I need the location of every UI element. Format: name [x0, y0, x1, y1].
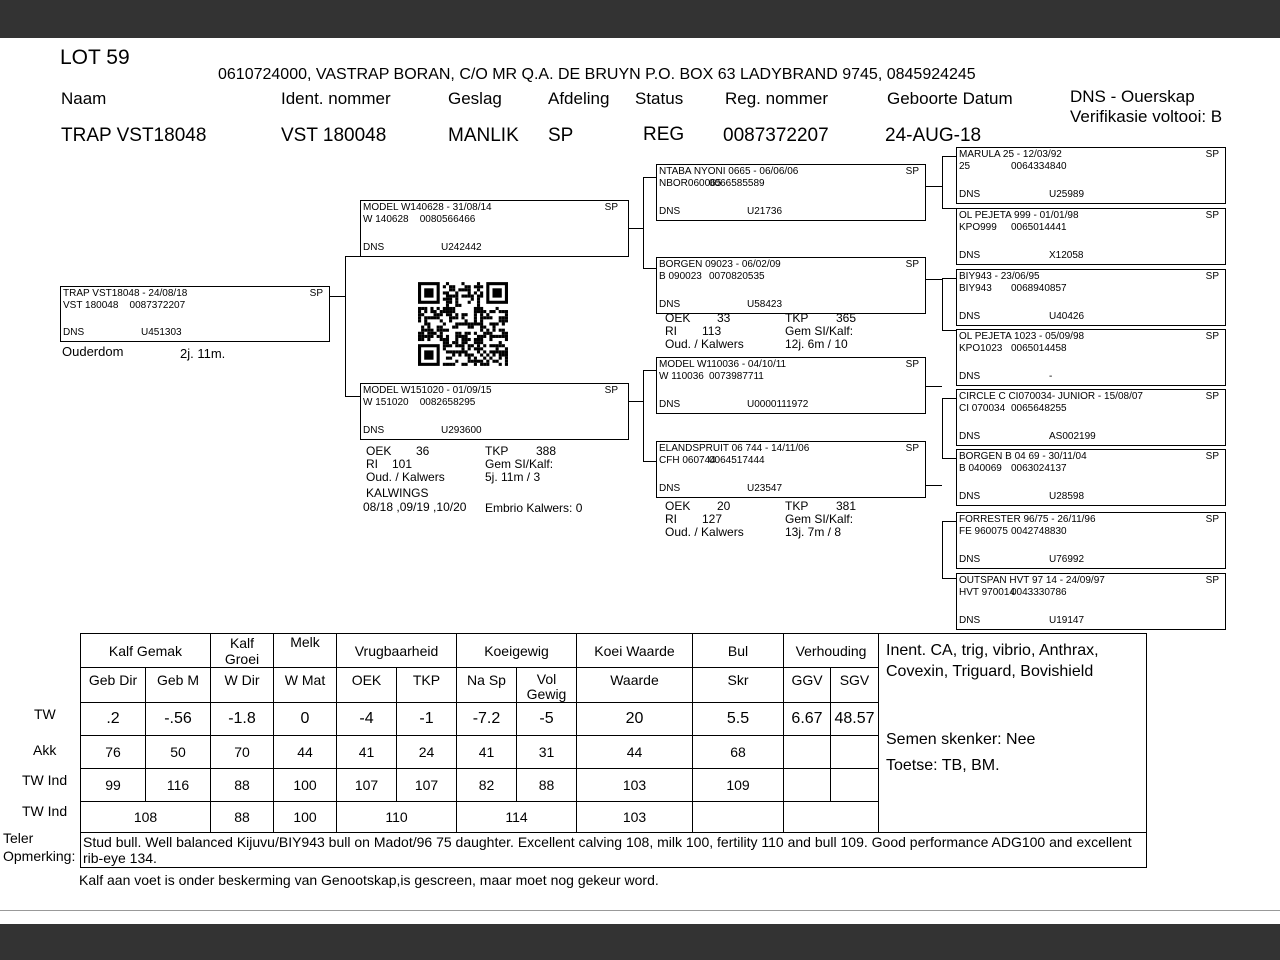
cell [831, 736, 879, 769]
ggp-code: U28598 [1049, 491, 1085, 502]
breeder-label: Teler [3, 830, 34, 846]
label-naam: Naam [61, 89, 107, 108]
connector [942, 156, 943, 208]
dam-box [360, 383, 629, 440]
column-header: OEK [337, 668, 397, 703]
ggp-id: HVT 970014 0043330786 [959, 587, 1067, 598]
footer-note: Kalf aan voet is onder beskerming van Genootskap,is gescreen, maar moet nog gekeur word. [79, 872, 659, 888]
connector [942, 458, 956, 459]
ggp-dns: DNS [959, 250, 981, 261]
connector [942, 578, 956, 579]
ggp-box [956, 269, 1226, 326]
cell: -7.2 [457, 703, 517, 736]
gp-code: U0000111972 [747, 399, 809, 410]
cell: 44 [274, 736, 337, 769]
notes-panel [878, 633, 1147, 833]
cell: 41 [457, 736, 517, 769]
cell: 88 [211, 802, 274, 833]
gp-sp: SP [905, 259, 919, 270]
ggp-box [956, 208, 1226, 265]
cell: 50 [146, 736, 211, 769]
divider [0, 910, 1280, 911]
cell: 107 [337, 769, 397, 802]
cell: 6.67 [784, 703, 831, 736]
gp-id: CFH 060744 0064517444 [659, 455, 765, 466]
cell: -5 [517, 703, 577, 736]
owner-info: 0610724000, VASTRAP BORAN, C/O MR Q.A. DE BRUYN P.O. BOX 63 LADYBRAND 9745, 0845924245 [218, 66, 976, 83]
group-header: Vrugbaarheid [337, 634, 457, 668]
ggp-title: FORRESTER 96/75 - 26/11/96 [959, 514, 1096, 525]
cell [784, 802, 879, 833]
ggp-code: X12058 [1049, 250, 1084, 261]
label-geboorte: Geboorte Datum [887, 89, 1013, 108]
lot-number: LOT 59 [60, 46, 130, 69]
column-header: Geb Dir [81, 668, 146, 703]
column-header: GGV [784, 668, 831, 703]
ggp-title: MARULA 25 - 12/03/92 [959, 149, 1062, 160]
value-reg: 0087372207 [723, 125, 829, 146]
cell [784, 769, 831, 802]
bottom-bar [0, 924, 1280, 960]
gp-dns: DNS [659, 206, 681, 217]
ggp-id: KPO1023 0065014458 [959, 343, 1067, 354]
connector [643, 370, 656, 371]
gp-box [656, 441, 926, 498]
cell: 100 [274, 802, 337, 833]
gp-id: W 110036 0073987711 [659, 371, 764, 382]
cell: -1 [397, 703, 457, 736]
column-header: Waarde [577, 668, 693, 703]
cell: 110 [337, 802, 457, 833]
ggp-box [956, 512, 1226, 569]
age-label: Ouderdom [62, 344, 124, 359]
top-bar [0, 0, 1280, 38]
animal-box [60, 286, 330, 342]
ggp-sp: SP [1205, 210, 1219, 221]
ggp-id: 25 0064334840 [959, 161, 1067, 172]
ggp-sp: SP [1205, 514, 1219, 525]
gp-box [656, 257, 926, 314]
cell: 109 [693, 769, 784, 802]
remark-text: Stud bull. Well balanced Kijuvu/BIY943 bull on Madot/96 75 daughter. Excellent calving 108, milk 100, fertility 110 and bull 109. Good performance ADG100 and excellent rib-eye 134. [80, 832, 1147, 868]
connector [926, 186, 942, 187]
connector [942, 278, 943, 330]
column-header: Skr [693, 668, 784, 703]
cell: 99 [81, 769, 146, 802]
cell: 76 [81, 736, 146, 769]
ggp-dns: DNS [959, 615, 981, 626]
connector [942, 398, 943, 458]
connector [926, 485, 942, 486]
gp-title: MODEL W110036 - 04/10/11 [659, 359, 787, 370]
connector [643, 461, 656, 462]
cell: 103 [577, 769, 693, 802]
connector [345, 256, 346, 396]
ggp-code: AS002199 [1049, 431, 1096, 442]
label-status: Status [635, 89, 684, 108]
cell: 116 [146, 769, 211, 802]
gp-box [656, 164, 926, 221]
column-header: Vol Gewig [517, 668, 577, 703]
gp-sp: SP [905, 166, 919, 177]
gp-dns: DNS [659, 399, 681, 410]
cell: 41 [337, 736, 397, 769]
group-header: Melk [274, 634, 337, 668]
ggp-box [956, 389, 1226, 446]
connector [643, 370, 644, 461]
group-header: Kalf Gemak [81, 634, 211, 668]
connector [345, 396, 360, 397]
group-header: Verhouding [784, 634, 879, 668]
tests: Toetse: TB, BM. [886, 757, 1000, 774]
cell: 108 [81, 802, 211, 833]
connector [926, 279, 942, 280]
age-value: 2j. 11m. [180, 346, 226, 361]
ggp-id: B 040069 0063024137 [959, 463, 1067, 474]
gp-code: U23547 [747, 483, 783, 494]
ggp-box [956, 449, 1226, 506]
ggp-box [956, 573, 1226, 630]
row-label: TW [34, 706, 56, 722]
connector [629, 401, 643, 402]
dam-sp: SP [604, 385, 618, 396]
connector [942, 521, 943, 578]
cell: 70 [211, 736, 274, 769]
ggp-id: FE 960075 0042748830 [959, 526, 1067, 537]
gp-dns: DNS [659, 299, 681, 310]
gp-code: U21736 [747, 206, 783, 217]
ggp-box [956, 329, 1226, 386]
ggp-code: U25989 [1049, 189, 1085, 200]
gp-id: B 090023 0070820535 [659, 271, 765, 282]
column-header: W Mat [274, 668, 337, 703]
cell: -.56 [146, 703, 211, 736]
ggp-dns: DNS [959, 189, 981, 200]
connector [942, 330, 956, 331]
animal-sp: SP [309, 288, 323, 299]
ggp-dns: DNS [959, 554, 981, 565]
connector [330, 296, 345, 297]
ggp-code: U19147 [1049, 615, 1085, 626]
cell: -1.8 [211, 703, 274, 736]
ggp-sp: SP [1205, 575, 1219, 586]
ggp-title: OL PEJETA 999 - 01/01/98 [959, 210, 1079, 221]
cell: 107 [397, 769, 457, 802]
gp-box [656, 357, 926, 414]
dam-id: W 151020 0082658295 [363, 397, 476, 408]
connector [942, 398, 956, 399]
grandparent-4-stats: OEK 20 RI 127 Oud. / Kalwers TKP 381 Gem SI/Kalf: 13j. 7m / 8 [665, 499, 857, 539]
connector [345, 256, 360, 257]
ggp-sp: SP [1205, 391, 1219, 402]
cell: 24 [397, 736, 457, 769]
ggp-sp: SP [1205, 271, 1219, 282]
ggp-code: U40426 [1049, 311, 1085, 322]
ggp-dns: DNS [959, 371, 981, 382]
sire-id: W 140628 0080566466 [363, 214, 476, 225]
connector [643, 177, 656, 178]
connector [643, 268, 656, 269]
column-header: W Dir [211, 668, 274, 703]
animal-dns: DNS [63, 327, 85, 338]
column-header: SGV [831, 668, 879, 703]
ggp-dns: DNS [959, 311, 981, 322]
connector [942, 521, 956, 522]
label-afdeling: Afdeling [548, 89, 610, 108]
cell: 68 [693, 736, 784, 769]
label-geslag: Geslag [448, 89, 502, 108]
sire-sp: SP [604, 202, 618, 213]
value-ident: VST 180048 [281, 125, 387, 146]
gp-title: NTABA NYONI 0665 - 06/06/06 [659, 166, 799, 177]
gp-dns: DNS [659, 483, 681, 494]
row-label: TW Ind [22, 772, 68, 788]
group-header: Koeigewig [457, 634, 577, 668]
group-header: Bul [693, 634, 784, 668]
remark-label: Opmerking: [3, 848, 76, 864]
animal-code: U451303 [141, 327, 182, 338]
connector [629, 228, 643, 229]
row-label: Akk [33, 742, 57, 758]
value-naam: TRAP VST18048 [61, 125, 207, 146]
cell: 88 [517, 769, 577, 802]
cell: 20 [577, 703, 693, 736]
connector [942, 278, 956, 279]
group-header: Kalf Groei [211, 634, 274, 668]
cell: 5.5 [693, 703, 784, 736]
column-header: Geb M [146, 668, 211, 703]
ggp-title: OL PEJETA 1023 - 05/09/98 [959, 331, 1085, 342]
ggp-title: BORGEN B 04 69 - 30/11/04 [959, 451, 1087, 462]
calving-dates: 08/18 ,09/19 ,10/20 [363, 500, 467, 514]
ggp-dns: DNS [959, 431, 981, 442]
label-reg: Reg. nommer [725, 89, 828, 108]
ggp-id: BIY943 0068940857 [959, 283, 1067, 294]
cell [693, 802, 784, 833]
value-geslag: MANLIK [448, 125, 519, 146]
ggp-title: CIRCLE C CI070034- JUNIOR - 15/08/07 [959, 391, 1143, 402]
connector [643, 177, 644, 268]
cell: 103 [577, 802, 693, 833]
ggp-code: U76992 [1049, 554, 1085, 565]
qr-code-icon [418, 282, 508, 366]
cell [784, 736, 831, 769]
column-header: Na Sp [457, 668, 517, 703]
sire-box [360, 200, 629, 257]
ggp-dns: DNS [959, 491, 981, 502]
cell: 100 [274, 769, 337, 802]
row-label: TW Ind [22, 803, 68, 819]
cell: 44 [577, 736, 693, 769]
connector [942, 208, 956, 209]
semen-donor: Semen skenker: Nee [886, 731, 1036, 748]
sire-code: U242442 [441, 242, 482, 253]
gp-sp: SP [905, 443, 919, 454]
vaccinations: Inent. CA, trig, vibrio, Anthrax, Covexin, Triguard, Bovishield [886, 642, 1099, 680]
cell: -4 [337, 703, 397, 736]
value-status: REG [643, 124, 685, 145]
column-header: TKP [397, 668, 457, 703]
cell [831, 769, 879, 802]
ggp-sp: SP [1205, 451, 1219, 462]
group-header: Koei Waarde [577, 634, 693, 668]
connector [926, 386, 942, 387]
gp-sp: SP [905, 359, 919, 370]
dam-title: MODEL W151020 - 01/09/15 [363, 385, 492, 396]
dns-parentage: DNS - Ouerskap [1070, 87, 1195, 106]
value-afdeling: SP [548, 125, 574, 146]
gp-title: ELANDSPRUIT 06 744 - 14/11/06 [659, 443, 810, 454]
sire-dns: DNS [363, 242, 385, 253]
dam-code: U293600 [441, 425, 482, 436]
ggp-id: CI 070034 0065648255 [959, 403, 1067, 414]
animal-title: TRAP VST18048 - 24/08/18 [63, 288, 188, 299]
cell: 48.57 [831, 703, 879, 736]
cell: 114 [457, 802, 577, 833]
grandparent-2-stats: OEK 33 RI 113 Oud. / Kalwers TKP 365 Gem SI/Kalf: 12j. 6m / 10 [665, 311, 857, 351]
cell: 82 [457, 769, 517, 802]
ggp-title: OUTSPAN HVT 97 14 - 24/09/97 [959, 575, 1105, 586]
gp-title: BORGEN 09023 - 06/02/09 [659, 259, 781, 270]
gp-code: U58423 [747, 299, 783, 310]
cell: 0 [274, 703, 337, 736]
verification: Verifikasie voltooi: B [1070, 107, 1223, 126]
ggp-box [956, 147, 1226, 204]
value-geboorte: 24-AUG-18 [885, 125, 982, 146]
connector [942, 156, 956, 157]
ebv-table [80, 633, 879, 833]
animal-id: VST 180048 0087372207 [63, 300, 186, 311]
label-ident: Ident. nommer [281, 89, 391, 108]
sire-title: MODEL W140628 - 31/08/14 [363, 202, 492, 213]
cell: .2 [81, 703, 146, 736]
ggp-code: - [1049, 371, 1053, 382]
ggp-sp: SP [1205, 331, 1219, 342]
dam-stats: OEK 36 RI 101 Oud. / Kalwers TKP 388 Gem SI/Kalf: 5j. 11m / 3 KALWINGS [366, 444, 557, 500]
gp-id: NBOR060065 0066585589 [659, 178, 765, 189]
cell: 88 [211, 769, 274, 802]
ggp-id: KPO999 0065014441 [959, 222, 1067, 233]
cell: 31 [517, 736, 577, 769]
ggp-sp: SP [1205, 149, 1219, 160]
embryo-calves: Embrio Kalwers: 0 [485, 501, 583, 515]
dam-dns: DNS [363, 425, 385, 436]
ggp-title: BIY943 - 23/06/95 [959, 271, 1040, 282]
